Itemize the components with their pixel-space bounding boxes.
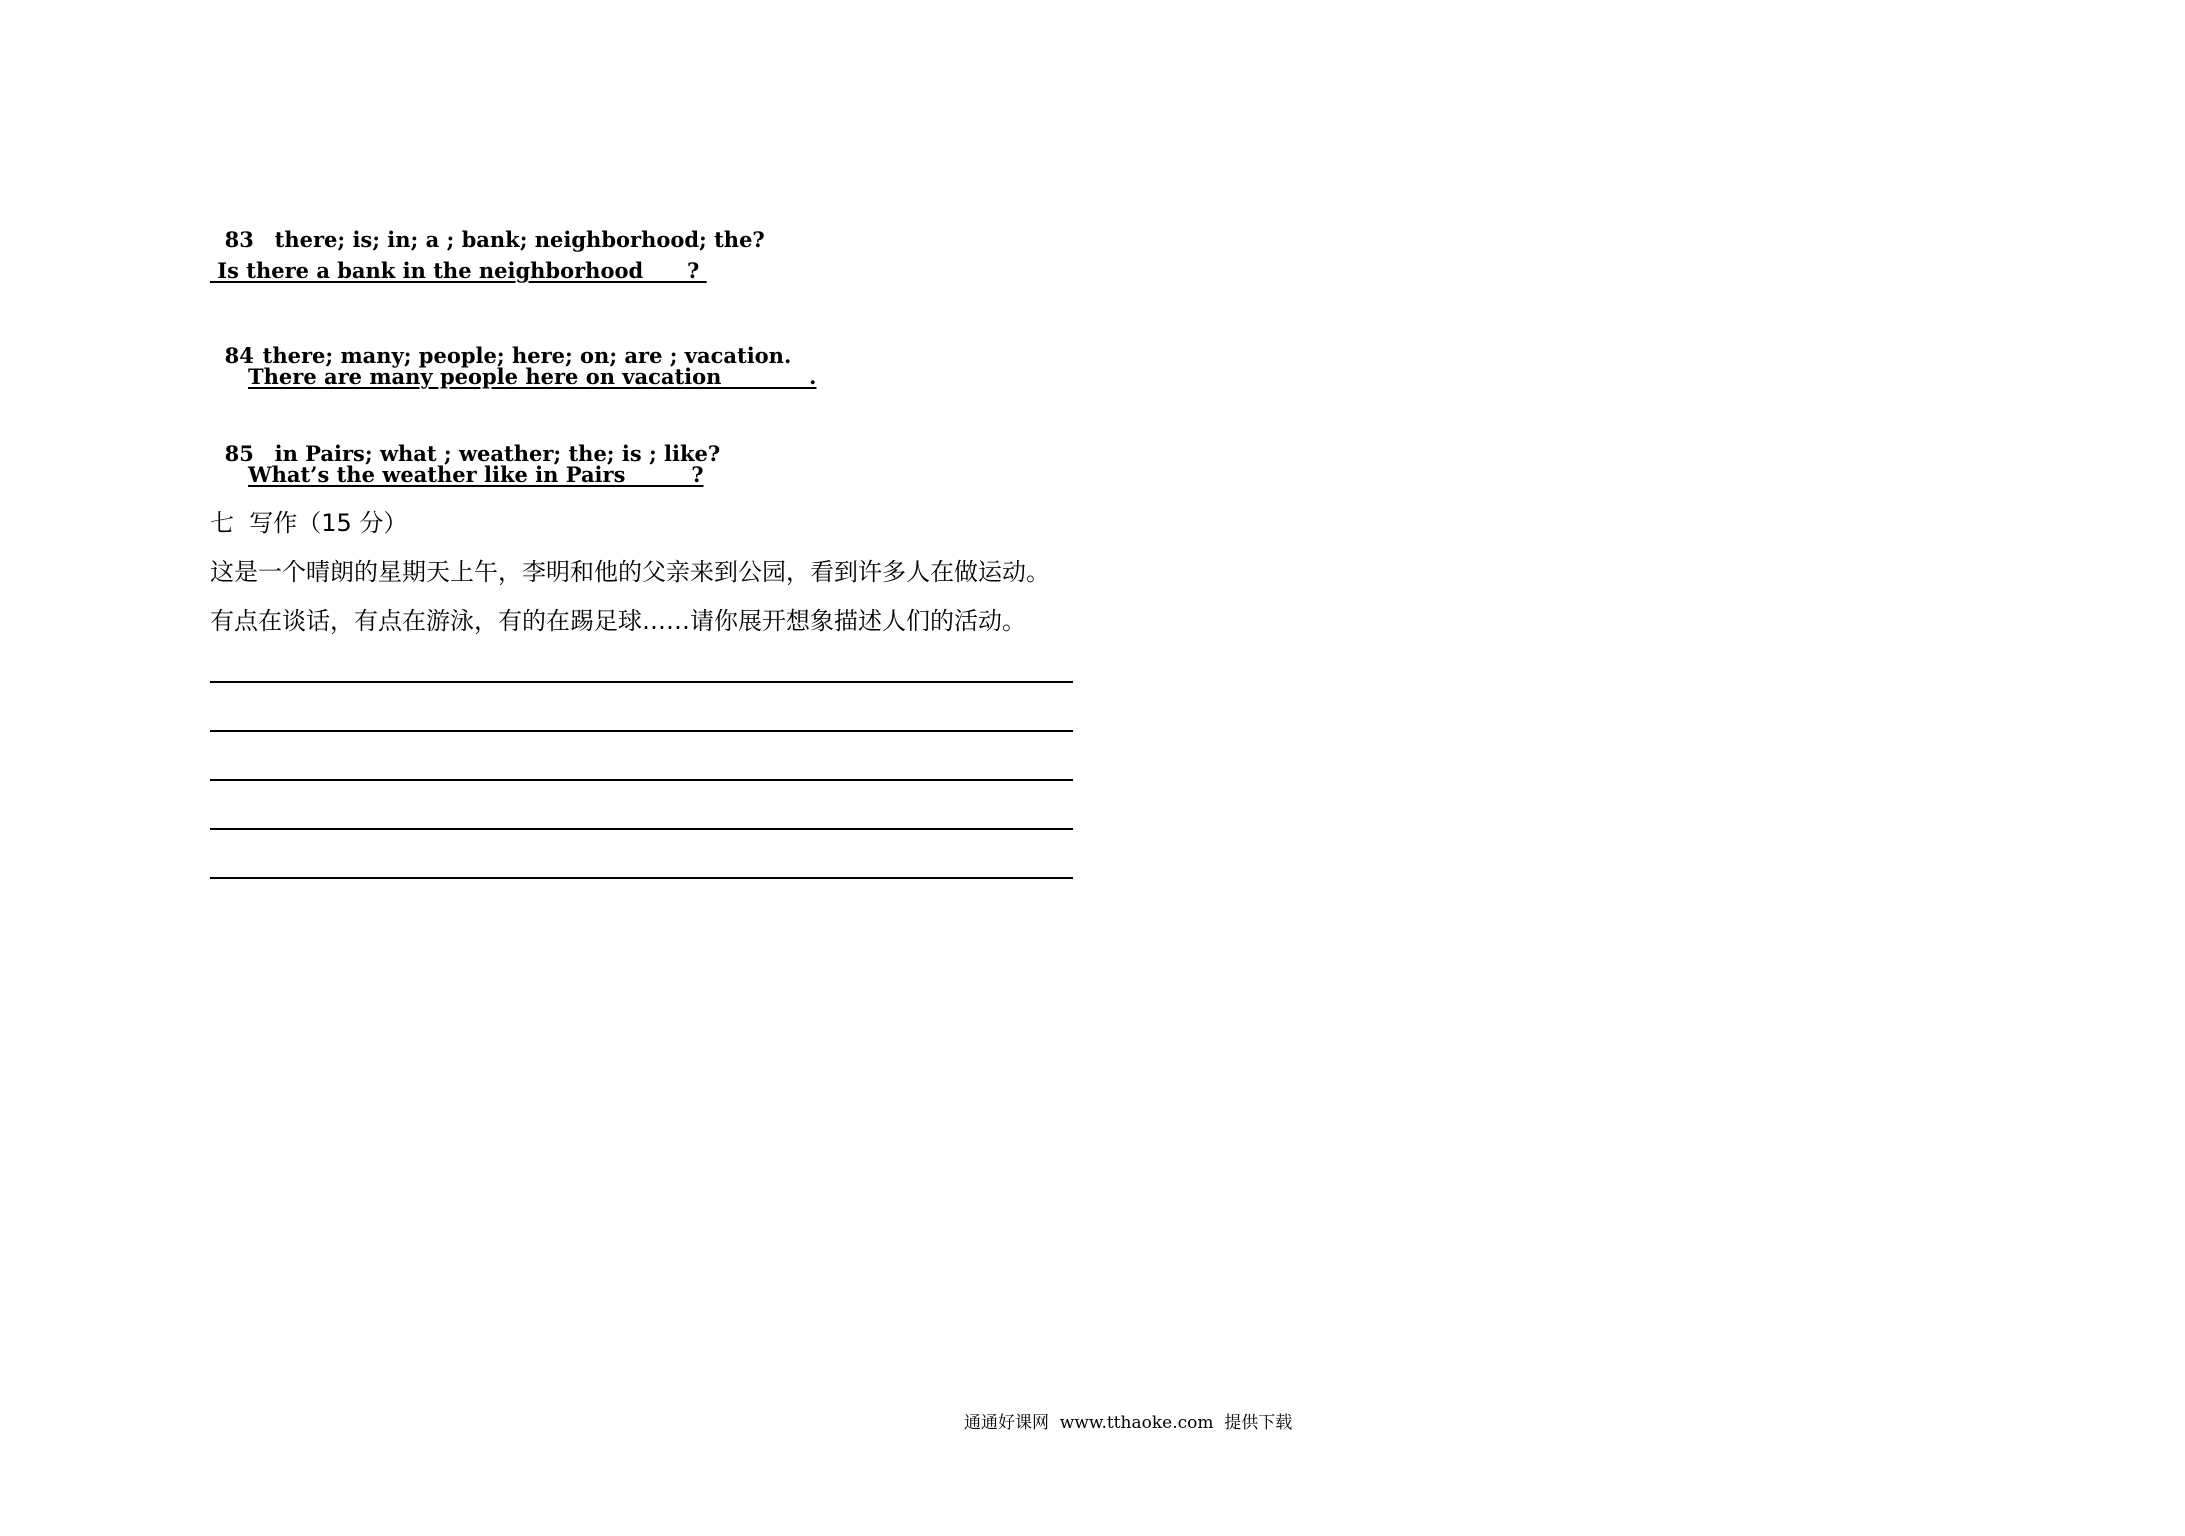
question-85-answer: What’s the weather like in Pairs ? (248, 462, 704, 487)
question-84-words: there; many; people; here; on; are ; vacation. (262, 343, 792, 368)
question-85-words: in Pairs; what ; weather; the; is ; like? (274, 441, 721, 466)
writing-answer-line[interactable] (210, 681, 1073, 683)
writing-instruction-line-1: 这是一个晴朗的星期天上午，李明和他的父亲来到公园，看到许多人在做运动。 (210, 558, 1050, 586)
writing-instruction-line-2: 有点在谈话，有点在游泳，有的在踢足球……请你展开想象描述人们的活动。 (210, 607, 1026, 635)
writing-answer-line[interactable] (210, 877, 1073, 879)
question-84-prompt (210, 314, 791, 370)
question-84-number: 84 (224, 343, 254, 368)
question-85-number: 85 (224, 441, 254, 466)
page-footer: 通通好课网 www.tthaoke.com 提供下载 (964, 1413, 1293, 1433)
question-83-number: 83 (224, 227, 254, 252)
question-85-prompt (210, 412, 720, 468)
question-83-answer: Is there a bank in the neighborhood ? (210, 258, 707, 283)
writing-answer-line[interactable] (210, 828, 1073, 830)
writing-answer-line[interactable] (210, 730, 1073, 732)
question-83-prompt (210, 198, 765, 254)
writing-answer-line[interactable] (210, 779, 1073, 781)
question-83-words: there; is; in; a ; bank; neighborhood; the? (274, 227, 765, 252)
writing-heading: 七 写作（15 分） (210, 509, 408, 537)
question-84-answer: There are many people here on vacation . (248, 364, 817, 389)
